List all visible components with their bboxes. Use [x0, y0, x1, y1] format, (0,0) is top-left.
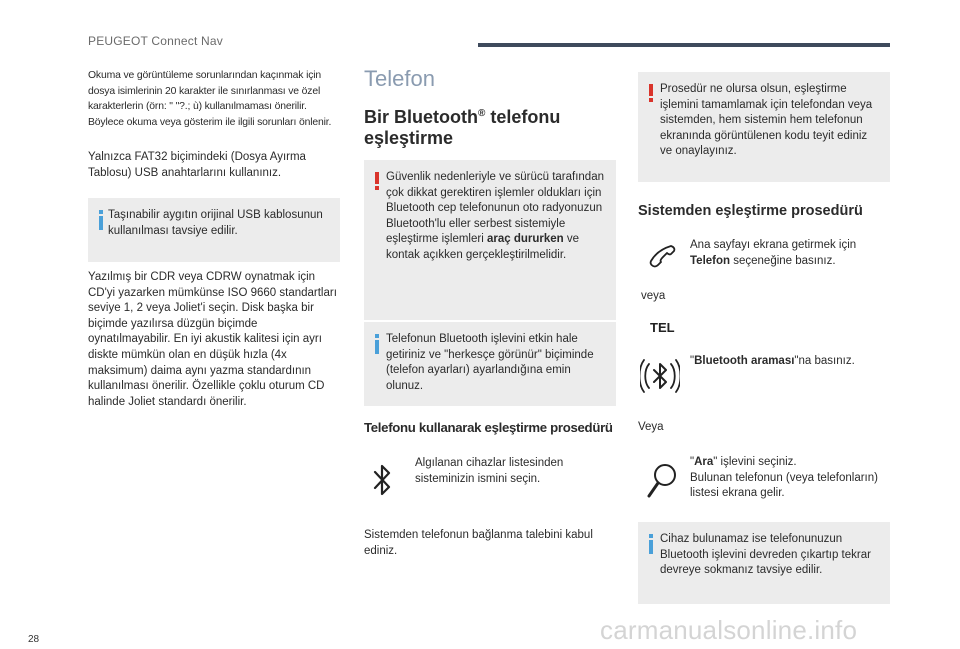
info-box-notfound — [638, 522, 890, 604]
step3-text — [690, 455, 890, 502]
warning-box-code — [638, 72, 890, 182]
tel-button-label: TEL — [650, 320, 675, 335]
step3-bold: Ara — [694, 456, 714, 468]
info-icon-bar — [375, 340, 379, 354]
warning-icon-dot — [375, 186, 379, 190]
info-icon-bar — [99, 216, 103, 230]
page-number: 28 — [28, 634, 40, 645]
info-icon — [649, 534, 653, 538]
step2-c: "na basınız. — [794, 355, 855, 367]
info-icon — [99, 210, 103, 214]
filename-note: Okuma ve görüntüleme sorunlarından kaçınmak için dosya isimlerinin 20 karakter ile sınırlanması ve özel karakterlerin (örn: " "?.; ù) kullanılmaması önerilir. Böylece okuma veya gösterim ile ilgili sorunları önlenir. — [88, 70, 332, 128]
warning-box-code-text: Prosedür ne olursa olsun, eşleştirme işlemini tamamlamak için telefondan veya sistemden, hem sistemin hem telefonun ekranında görüntülenen kodu teyit ediniz ve onaylayınız. — [660, 83, 873, 158]
cdr-note: Yazılmış bir CDR veya CDRW oynatmak için CD'yi yazarken mümkünse ISO 9660 standartları seviye 1, 2 veya Joliet'i seçin. Disk başka bir biçimde yazılırsa düzgün biçimde oynatılmayabilir. En iyi akustik kalitesi için ayrı diskte mümkün olan en düşük hızla (4x maksimum) daima aynı yazma standardının kullanılması önerilir. Özellikle çoklu oturum CD halinde Joliet standardı önerilir. — [88, 271, 337, 408]
system-pairing-heading: Sistemden eşleştirme prosedürü — [638, 203, 863, 219]
or-label-1: veya — [641, 290, 666, 302]
bluetooth-step-text: Algılanan cihazlar listesinden sisteminizin ismini seçin. — [415, 457, 564, 485]
info-box-usb — [88, 198, 340, 262]
warning-box-safety-text — [386, 170, 606, 264]
bluetooth-icon — [370, 462, 394, 498]
warning-icon — [649, 84, 653, 96]
section-title: Telefon — [364, 66, 435, 91]
warn-text-c: ve kontak açıkken gerçekleştirilmelidir. — [386, 233, 580, 261]
accept-request-text: Sistemden telefonun bağlanma talebini kabul ediniz. — [364, 529, 593, 557]
warn-text-bold: araç dururken — [486, 233, 564, 246]
subtitle-part: Bir Bluetooth — [364, 107, 478, 127]
info-box-usb-text: Taşınabilir aygıtın orijinal USB kablosunun kullanılması tavsiye edilir. — [108, 209, 323, 237]
watermark: carmanualsonline.info — [600, 615, 858, 645]
header-bar — [478, 43, 890, 47]
step2-bold: Bluetooth araması — [694, 355, 795, 367]
subtitle-part-end: telefonu — [485, 107, 561, 127]
info-box-visible-text: Telefonun Bluetooth işlevini etkin hale getiriniz ve "herkesçe görünür" biçiminde (telefon ayarları) ayarlandığına emin olunuz. — [386, 333, 594, 392]
phone-handset-icon — [647, 242, 679, 274]
step1-c: seçeneğine basınız. — [730, 254, 836, 267]
search-icon — [645, 460, 681, 500]
step3-c: " işlevini seçiniz. — [713, 456, 797, 468]
or-label-2: Veya — [638, 421, 664, 433]
step1-text — [690, 238, 885, 269]
registered-mark: ® — [478, 108, 486, 119]
step3-a: " — [690, 456, 695, 468]
info-icon — [375, 334, 379, 338]
subtitle-line2: eşleştirme — [364, 128, 454, 148]
step1-a: Ana sayfayı ekrana getirmek için — [690, 239, 857, 251]
info-box-visible — [364, 322, 616, 406]
phone-pairing-heading: Telefonu kullanarak eşleştirme prosedürü — [364, 420, 613, 435]
step1-bold: Telefon — [690, 254, 731, 267]
fat32-note: Yalnızca FAT32 biçimindeki (Dosya Ayırma Tablosu) USB anahtarlarını kullanınız. — [88, 151, 306, 179]
warning-icon — [375, 172, 379, 184]
info-box-notfound-text: Cihaz bulunamaz ise telefonunuzun Bluetooth işlevini devreden çıkartıp tekrar devreye sokmanız tavsiye edilir. — [660, 533, 871, 577]
running-header: PEUGEOT Connect Nav — [88, 34, 223, 48]
subsection-title — [364, 103, 560, 149]
step3-d: Bulunan telefonun (veya telefonların) listesi ekrana gelir. — [690, 471, 878, 500]
step2-a: " — [690, 355, 695, 367]
info-icon-bar — [649, 540, 653, 554]
warn-text-a: Güvenlik nedenleriyle ve sürücü tarafından çok dikkat gerektiren işlemler oldukları için Bluetooth cep telefonunun oto radyonuzun Bluetooth'lu eller serbest sistemiyle eşleştirme işlemleri — [386, 171, 604, 246]
step2-text — [690, 354, 885, 370]
warning-box-safety — [364, 160, 616, 320]
warning-icon-dot — [649, 98, 653, 102]
bluetooth-search-icon — [640, 354, 680, 398]
